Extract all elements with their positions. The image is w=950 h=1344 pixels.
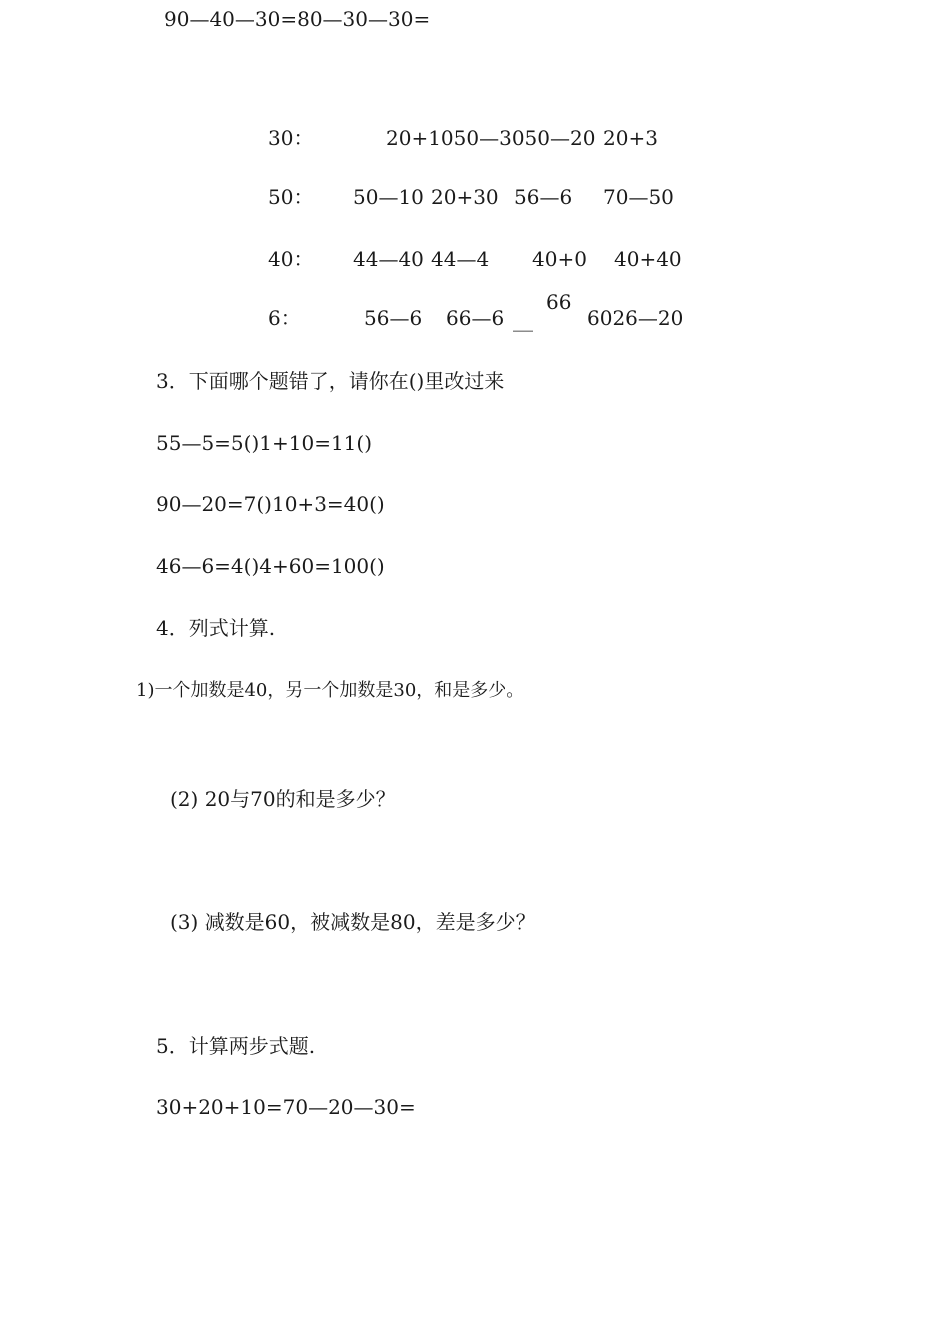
section-3-problem-2: 90—20=7()10+3=40()	[156, 492, 385, 516]
grid-row-3-expr-b: 44—4	[431, 247, 490, 271]
grid-row-3-label: 40：	[268, 247, 314, 271]
grid-row-4-expr-b: 66—6	[446, 306, 505, 330]
section-3-problem-3: 46—6=4()4+60=100()	[156, 554, 385, 578]
grid-row-2-label: 50：	[268, 185, 314, 209]
grid-row-3-expr-d: 40+40	[614, 247, 682, 271]
grid-row-3-expr-a: 44—40	[353, 247, 424, 271]
grid-row-1-expr-a: 20+1050—3050—20	[386, 126, 596, 150]
section-3-problem-1: 55—5=5()1+10=11()	[156, 431, 373, 455]
section-4-question-1: 1)一个加数是40，另一个加数是30，和是多少。	[136, 680, 525, 701]
grid-row-2-expr-d: 70—50	[603, 185, 674, 209]
problem-line-1: 90—40—30=80—30—30=	[164, 7, 431, 31]
grid-row-2-expr-a: 50—10	[353, 185, 424, 209]
grid-row-4-label: 6：	[268, 306, 301, 330]
grid-row-1-expr-b: 20+3	[603, 126, 658, 150]
grid-row-4-expr-e: 6026—20	[587, 306, 684, 330]
section-4-question-3: (3) 减数是60，被减数是80，差是多少？	[170, 910, 536, 934]
section-5-heading: 5．计算两步式题.	[156, 1034, 316, 1058]
grid-row-4-expr-a: 56—6	[364, 306, 423, 330]
grid-row-1-label: 30：	[268, 126, 314, 150]
section-4-heading: 4．列式计算.	[156, 616, 276, 640]
section-4-question-2: (2) 20与70的和是多少？	[170, 787, 396, 811]
grid-row-2-expr-c: 56—6	[514, 185, 573, 209]
section-5-problem: 30+20+10=70—20—30=	[156, 1095, 416, 1119]
grid-row-4-blank: __	[513, 308, 533, 332]
section-3-heading: 3．下面哪个题错了，请你在()里改过来	[156, 369, 505, 393]
grid-row-4-expr-d: 66	[546, 290, 572, 314]
grid-row-2-expr-b: 20+30	[431, 185, 499, 209]
grid-row-3-expr-c: 40+0	[532, 247, 587, 271]
